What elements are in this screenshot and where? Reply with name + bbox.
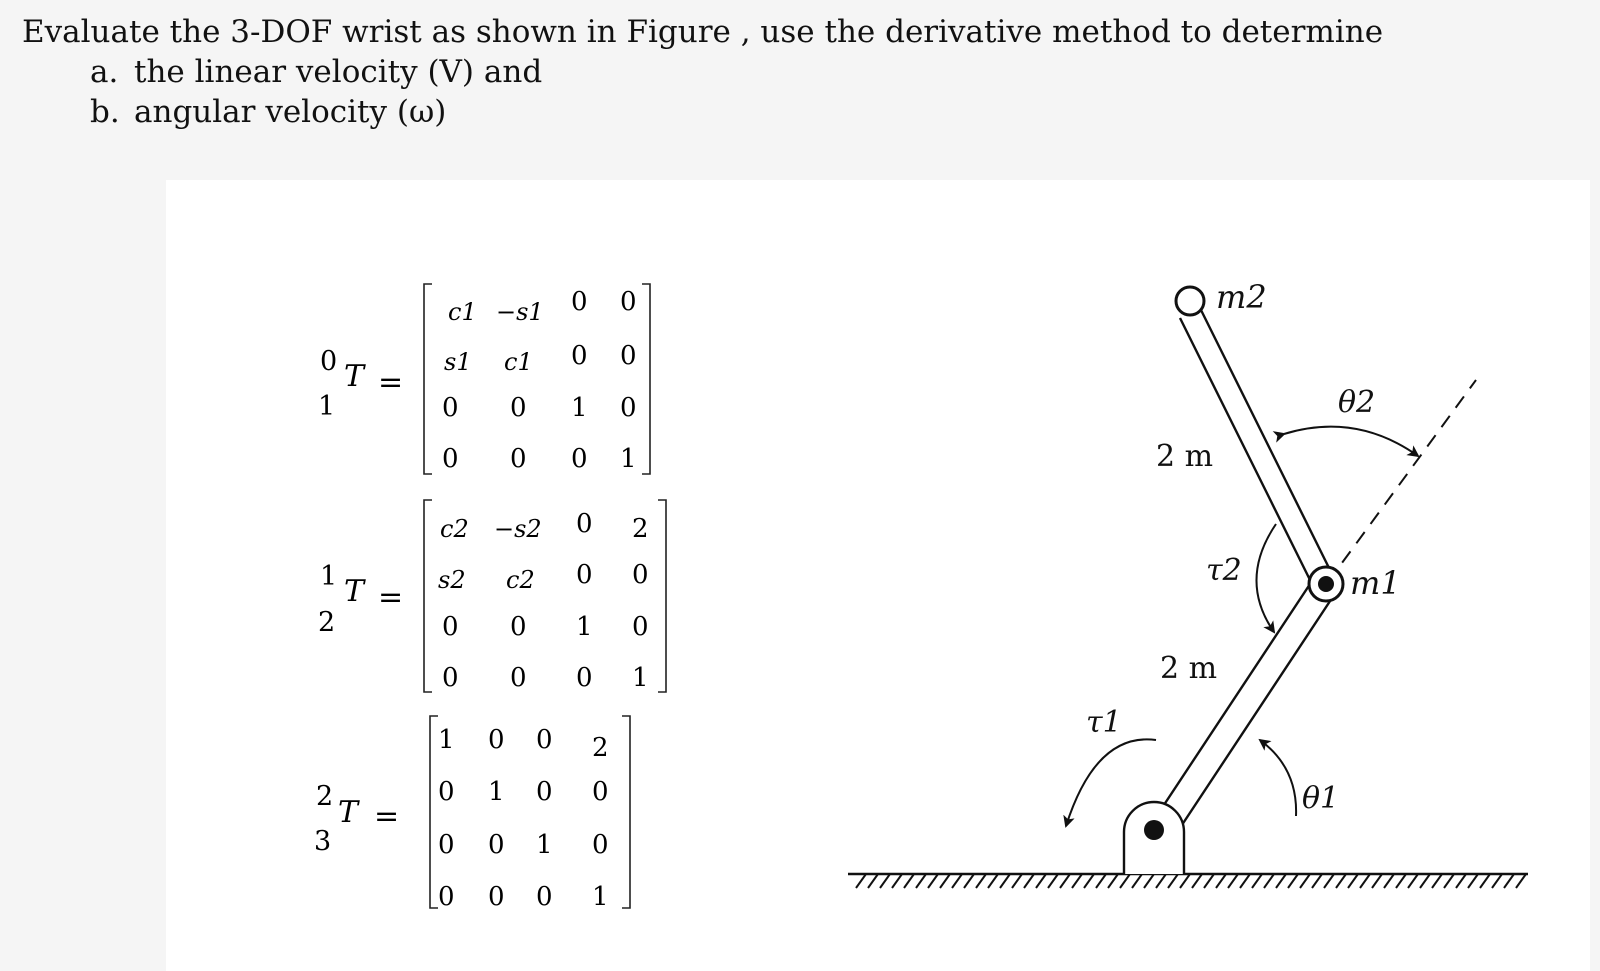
matrix-cell: 1 <box>620 444 637 474</box>
tau2-arc <box>1256 524 1276 632</box>
matrix-cell: c2 <box>440 515 469 543</box>
matrix-label-sup: 1 <box>320 561 338 592</box>
matrix-equals: = <box>374 799 400 834</box>
matrix-label-sub: 1 <box>318 391 336 422</box>
matrix-cell: 0 <box>620 287 637 317</box>
label-link2-length: 2 m <box>1156 439 1214 474</box>
matrix-cell: −s1 <box>496 298 544 326</box>
matrix-bracket-left <box>424 500 432 692</box>
matrix-cell: 0 <box>536 882 553 912</box>
matrix-bracket-left <box>430 716 438 908</box>
matrix-cell: 0 <box>510 393 527 423</box>
matrix-cell: 1 <box>632 663 649 693</box>
question-text <box>22 12 1383 132</box>
matrix-cell: 1 <box>536 830 553 860</box>
matrix-cell: 0 <box>571 287 588 317</box>
end-mass-m2 <box>1176 287 1204 315</box>
matrix-cell: 0 <box>620 341 637 371</box>
matrix-cell: s2 <box>438 566 466 594</box>
matrix-cell: 0 <box>576 509 593 539</box>
matrix-cell: 0 <box>576 560 593 590</box>
matrix-cell: s1 <box>444 348 472 376</box>
matrix-cell: 0 <box>632 612 649 642</box>
matrix-cell: 0 <box>510 663 527 693</box>
label-theta2: θ2 <box>1338 385 1376 420</box>
matrix-label-sup: 0 <box>320 346 338 377</box>
question-stem: Evaluate the 3-DOF wrist as shown in Figure , use the derivative method to determine <box>22 14 1384 50</box>
matrix-cell: c1 <box>448 298 477 326</box>
theta2-arc <box>1284 427 1418 456</box>
matrix-cell: 0 <box>488 830 505 860</box>
matrix-cell: 0 <box>442 663 459 693</box>
matrix-label-var: T <box>344 574 365 609</box>
matrix-label-var: T <box>338 795 359 830</box>
matrix-cell: 0 <box>620 393 637 423</box>
matrix-label-var: T <box>344 359 365 394</box>
matrix-1-2 <box>318 500 666 693</box>
matrix-cell: c1 <box>504 348 533 376</box>
matrix-cell: 0 <box>571 444 588 474</box>
matrix-bracket-right <box>622 716 630 908</box>
matrix-bracket-right <box>642 284 650 474</box>
label-link1-length: 2 m <box>1160 651 1218 686</box>
matrix-bracket-right <box>658 500 666 692</box>
matrix-cell: 2 <box>632 514 649 544</box>
matrix-cell: 0 <box>438 830 455 860</box>
matrix-label-sub: 3 <box>314 826 332 857</box>
base-pin <box>1144 820 1164 840</box>
matrix-label-sup: 2 <box>316 781 334 812</box>
matrix-cell: 0 <box>592 777 609 807</box>
matrix-cell: 0 <box>536 725 553 755</box>
matrix-cell: 0 <box>488 725 505 755</box>
matrix-cell: 0 <box>510 612 527 642</box>
matrix-cell: 0 <box>592 830 609 860</box>
matrix-2-3 <box>314 716 630 912</box>
matrix-cell: 0 <box>438 882 455 912</box>
matrix-cell: 1 <box>592 882 609 912</box>
matrix-cell: 1 <box>488 777 505 807</box>
matrix-bracket-left <box>424 284 432 474</box>
matrix-cell: 0 <box>510 444 527 474</box>
matrix-equals: = <box>378 580 404 615</box>
matrix-label-sub: 2 <box>318 607 336 638</box>
matrix-cell: 0 <box>438 777 455 807</box>
matrix-cell: 0 <box>632 560 649 590</box>
matrix-cell: 1 <box>576 612 593 642</box>
matrix-cell: 1 <box>438 725 455 755</box>
joint-m1-center <box>1318 576 1334 592</box>
label-theta1: θ1 <box>1302 781 1340 816</box>
label-tau2: τ2 <box>1206 553 1242 588</box>
question-item-b: b. angular velocity (ω) <box>90 94 447 130</box>
matrix-cell: 0 <box>571 341 588 371</box>
label-tau1: τ1 <box>1086 705 1122 740</box>
question-item-a: a. the linear velocity (V) and <box>90 54 543 90</box>
label-m2: m2 <box>1216 278 1267 316</box>
robot-arm-diagram <box>848 287 1528 888</box>
matrix-cell: 0 <box>442 612 459 642</box>
theta1-arc <box>1260 740 1296 816</box>
matrix-cell: 0 <box>442 444 459 474</box>
label-m1: m1 <box>1350 564 1401 602</box>
matrix-0-1 <box>318 284 650 474</box>
matrix-cell: 0 <box>576 663 593 693</box>
matrix-cell: c2 <box>506 566 535 594</box>
matrix-cell: −s2 <box>494 515 542 543</box>
figure-svg <box>166 180 1590 971</box>
figure-panel <box>166 180 1590 971</box>
ground-hatching <box>856 874 1526 888</box>
matrix-cell: 1 <box>571 393 588 423</box>
matrix-cell: 0 <box>488 882 505 912</box>
matrix-cell: 2 <box>592 733 609 763</box>
matrix-cell: 0 <box>536 777 553 807</box>
diagram-labels <box>1086 278 1401 816</box>
question-items <box>22 52 1383 132</box>
matrix-cell: 0 <box>442 393 459 423</box>
matrix-equals: = <box>378 365 404 400</box>
